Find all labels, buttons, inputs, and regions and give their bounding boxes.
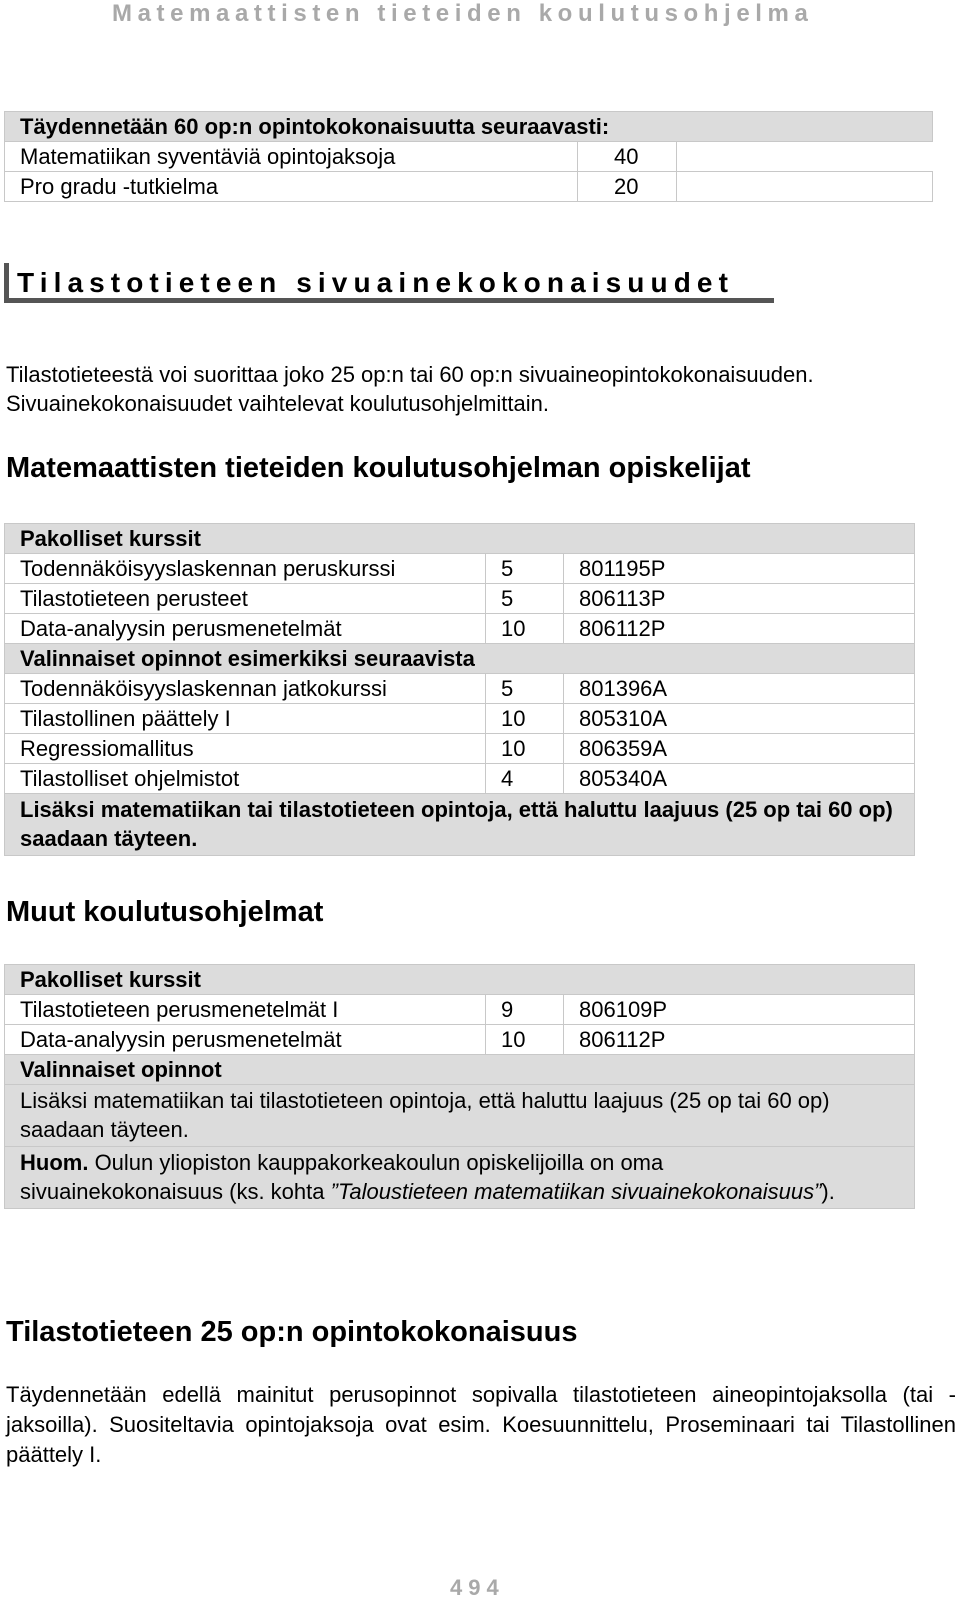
empty-cell xyxy=(677,142,933,172)
course-op: 10 xyxy=(486,614,564,644)
table-other-programs xyxy=(4,964,915,1209)
course-name: Tilastotieteen perusmenetelmät I xyxy=(5,995,486,1025)
course-name: Pro gradu -tutkielma xyxy=(5,172,578,202)
table-row xyxy=(5,995,915,1025)
course-name: Data-analyysin perusmenetelmät xyxy=(5,1025,486,1055)
course-name: Tilastotieteen perusteet xyxy=(5,584,486,614)
course-op: 10 xyxy=(486,704,564,734)
section25-text: Täydennetään edellä mainitut perusopinnot sopivalla tilastotieteen aineopintojaksolla (tai -jaksoilla). Suositeltavia opintojaksoja ovat esim. Koesuunnittelu, Proseminaari tai Tilastollinen päättely I. xyxy=(6,1382,956,1467)
course-name: Todennäköisyyslaskennan jatkokurssi xyxy=(5,674,486,704)
course-code: 801396A xyxy=(564,674,915,704)
course-op: 20 xyxy=(578,172,677,202)
intro-line-2: Sivuainekokonaisuudet vaihtelevat koulutusohjelmittain. xyxy=(6,391,550,416)
course-code: 806113P xyxy=(564,584,915,614)
section25-heading: Tilastotieteen 25 op:n opintokokonaisuus xyxy=(6,1316,578,1348)
course-name: Matematiikan syventäviä opintojaksoja xyxy=(5,142,578,172)
section-banner xyxy=(4,263,774,303)
footer-note: Lisäksi matematiikan tai tilastotieteen opintoja, että haluttu laajuus (25 op tai 60 op) saadaan täyteen. xyxy=(5,794,915,856)
huom-end: ). xyxy=(821,1179,835,1204)
running-header: Matemaattisten tieteiden koulutusohjelma xyxy=(112,0,814,27)
course-op: 40 xyxy=(578,142,677,172)
course-code: 801195P xyxy=(564,554,915,584)
required-label: Pakolliset kurssit xyxy=(5,965,915,995)
intro-line-1: Tilastotieteestä voi suorittaa joko 25 op:n tai 60 op:n sivuaineopintokokonaisuuden. xyxy=(6,362,814,387)
huom-text: Oulun yliopiston kauppakorkeakoulun opiskelijoilla on oma sivuainekokonaisuus (ks. kohta xyxy=(20,1150,664,1204)
huom-reference: ”Taloustieteen matematiikan sivuainekokonaisuus” xyxy=(330,1179,822,1204)
page-number: 494 xyxy=(450,1575,505,1600)
course-name: Data-analyysin perusmenetelmät xyxy=(5,614,486,644)
course-code: 806109P xyxy=(564,995,915,1025)
empty-cell xyxy=(677,172,933,202)
course-name: Tilastolliset ohjelmistot xyxy=(5,764,486,794)
course-code: 806112P xyxy=(564,614,915,644)
course-op: 9 xyxy=(486,995,564,1025)
other-programs-heading: Muut koulutusohjelmat xyxy=(6,896,324,928)
course-op: 10 xyxy=(486,1025,564,1055)
section-banner-title: Tilastotieteen sivuainekokonaisuudet xyxy=(17,267,734,298)
optional-note: Lisäksi matematiikan tai tilastotieteen opintoja, että haluttu laajuus (25 op tai 60 op) saadaan täyteen. xyxy=(5,1085,915,1147)
huom-note xyxy=(5,1147,915,1209)
table-row xyxy=(5,554,915,584)
required-label: Pakolliset kurssit xyxy=(5,524,915,554)
huom-label: Huom. xyxy=(20,1150,89,1175)
course-code: 805310A xyxy=(564,704,915,734)
table-60op-completion xyxy=(4,111,933,202)
course-code: 805340A xyxy=(564,764,915,794)
optional-label: Valinnaiset opinnot esimerkiksi seuraavista xyxy=(5,644,915,674)
math-students-heading: Matemaattisten tieteiden koulutusohjelman opiskelijat xyxy=(6,452,751,484)
table-row xyxy=(5,1025,915,1055)
course-op: 5 xyxy=(486,674,564,704)
course-op: 4 xyxy=(486,764,564,794)
table-row xyxy=(5,584,915,614)
table-row xyxy=(5,734,915,764)
table-heading: Täydennetään 60 op:n opintokokonaisuutta seuraavasti: xyxy=(5,112,933,142)
course-code: 806359A xyxy=(564,734,915,764)
table-row xyxy=(5,142,933,172)
course-code: 806112P xyxy=(564,1025,915,1055)
table-row xyxy=(5,674,915,704)
course-op: 10 xyxy=(486,734,564,764)
table-row xyxy=(5,614,915,644)
table-row xyxy=(5,764,915,794)
course-name: Tilastollinen päättely I xyxy=(5,704,486,734)
course-op: 5 xyxy=(486,554,564,584)
course-op: 5 xyxy=(486,584,564,614)
table-math-students xyxy=(4,523,915,856)
table-row xyxy=(5,704,915,734)
course-name: Regressiomallitus xyxy=(5,734,486,764)
optional-label: Valinnaiset opinnot xyxy=(5,1055,915,1085)
course-name: Todennäköisyyslaskennan peruskurssi xyxy=(5,554,486,584)
table-row xyxy=(5,172,933,202)
